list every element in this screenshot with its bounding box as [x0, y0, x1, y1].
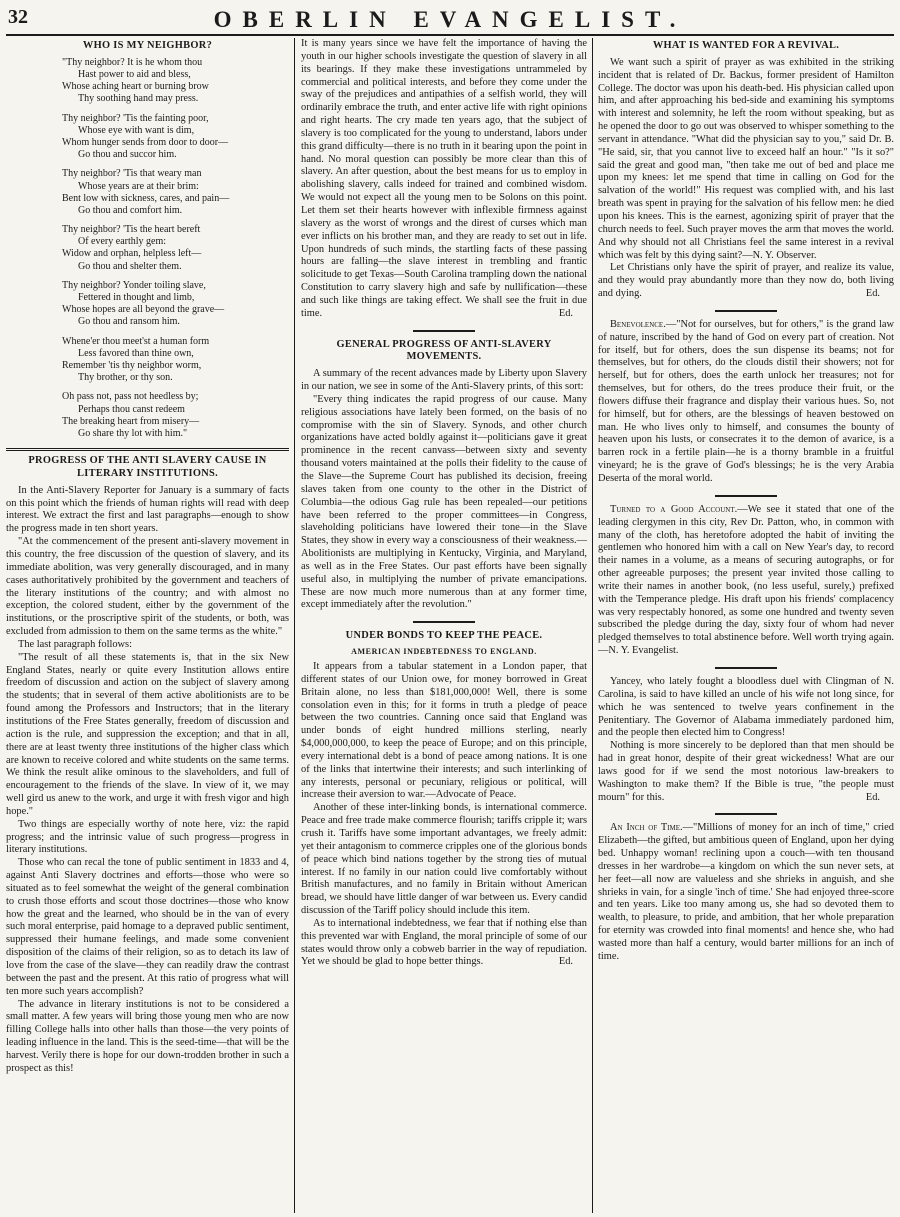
intro-text: It is many years since we have felt the importance of having the youth in our higher schools investigate the question of slavery in all its bearings. If they make these investigations untrammeled by commercial and political interests, and before they come under the sway of the prejudices and antipathies of a selfish world, they will ordinarily embrace the truth, and enter active life with right opinions and right hearts. The cry made ten years ago, that the subject of slavery is too complicated for the young to understand, labors under this grand difficulty—there is no truth in it bearing upon the point in hand. No moral question can possibly be more clear than this of slavery. An after question, about the best means for us to employ in abolishing slavery, calls indeed for trained and combined wisdom. We would not expect all the young men to be Solons on this point. Let them set their hearts however with inflexible firmness against slavery as the worst of wrongs and the direst of curses which man ever inflicts on his brother man, and they are ready to set out in life. Upon hundreds of such minds, the startling facts of these passing hours are falling—the slave interest in trembling and frantic solicitude to get Texas—South Carolina trampling down the national Constitution to carry slavery high and safe by nullification—these and such like things are taking effect. We shall see the fruit in due time. [301, 38, 587, 319]
poem-line: Whene'er thou meet'st a human form [62, 335, 210, 347]
article-paragraph [598, 262, 894, 301]
article-subtitle: AMERICAN INDEBTEDNESS TO ENGLAND. [351, 647, 537, 657]
separator-ornament [715, 495, 777, 497]
poem-line: Thy neighbor? 'Tis that weary man [62, 168, 202, 180]
poem-stanza [62, 336, 289, 385]
article-paragraph: "At the commencement of the present anti-slavery movement in this country, the free discussion of the question of slavery, and its immediate abolition, was very generally discouraged, and in many cases authoritatively prohibited by the government and teachers of the literary institutions of the country; and with almost no exception, the colored student, either by the government of the institutions, or the proscriptive spirit of the students, or both, was excluded from admission to them on the same terms as the white." [6, 536, 289, 638]
column-divider [592, 38, 593, 1213]
article-paragraph: We want such a spirit of prayer as was exhibited in the striking incident that is related of Dr. Backus, former president of Hamilton College. The doctor was upon his death-bed. His physician called upon him, and after approaching his bed-side and examining his symptoms with interest and solemnity, he left the room without speaking, but as he opened the door to go out was observed to whisper something to the servant in attendance. "What did the physician say to you," said Dr. B. "He said, sir, that you cannot live to exceed half an hour." "Is it so?" said the great and good man, "then take me out of bed and place me upon my knees: let me spend that time in calling on God for the salvation of the world!" His request was complied with, and his last breath was spent in praying for the salvation of his fellow men: he died upon his knees. This is the earnest, agonizing spirit of prayer that the church needs to feel. Such prayer moves the arm that moves the world. And why should not all Christians feel the same interest in a revival which was felt by this dying saint?—N. Y. Observer. [598, 56, 894, 261]
poem-title: WHO IS MY NEIGHBOR? [82, 40, 213, 51]
paragraph-text: Let Christians only have the spirit of prayer, and realize its value, and they would pray abundantly more than they now do, both living and dying. [598, 262, 894, 300]
separator-ornament [715, 813, 777, 815]
article-paragraph [598, 740, 894, 804]
poem-line: Remember 'tis thy neighbor worm, [62, 359, 202, 371]
poem-line: Go share thy lot with him." [78, 427, 188, 439]
signature: Ed. [558, 307, 573, 319]
article-paragraph: It appears from a tabular statement in a London paper, that different states of our Union owe, for money borrowed in Great Britain alone, no less than $181,000,000! Well, there is some consolation even in this; for it forms in truth a pledge of peace between the two countries. Canning once said that England was under bonds of eight hundred millions sterling, nearly $4,000,000,000, to keep the peace of Europe; and on this principle, every international debt is a bond of peace among nations. It is one of the links that intertwine their interests; and such interlinking of any interests, personal or pecuniary, religious or political, will increase their aversion to war.—Advocate of Peace. [301, 661, 587, 801]
paragraph-text: Nothing is more sincerely to be deplored than that men should be had in great honor, despite of their great wickedness! What are our laws good for if we send the most notorious law-breakers to Washington to make them? If the Bible is true, "the people must mourn" for this. [598, 740, 894, 803]
paragraph-lead: Benevolence. [610, 318, 666, 330]
poem-stanza [62, 391, 289, 440]
poem-stanza [62, 113, 289, 162]
poem-line: Go thou and shelter them. [78, 260, 182, 272]
separator-ornament [413, 330, 475, 332]
poem-line: Go thou and comfort him. [78, 204, 183, 216]
poem-stanza [62, 168, 289, 217]
article-title: UNDER BONDS TO KEEP THE PEACE. [345, 630, 543, 642]
article-paragraph: "The result of all these statements is, that in the six New England States, nearly or quite every Institution allows entire freedom of discussion and action on the subject of slavery among the students; that in several of them active abolitionists are to be found among the Professors and Instructors; that in the literary institutions of the Free States generally, freedom of discussion and action is the rule, and suppression the exception; and that in all, there are at least twenty three institutions of the higher class which are known to receive colored and white students on the same terms. We think the result alike ominous to the slaveholders, and full of encouragement to the friends of the slave. In view of it, we may well gird us anew to the work, and urge it with fresh vigor and high hope." [6, 651, 289, 817]
poem-stanza [62, 57, 289, 106]
article-paragraph [598, 319, 894, 486]
column-divider [294, 38, 295, 1213]
paragraph-lead: Turned to a Good Account. [610, 503, 738, 515]
article-paragraph [301, 38, 587, 321]
poem-line: Hast power to aid and bless, [78, 69, 191, 81]
poem-line: The breaking heart from misery— [62, 415, 200, 427]
poem-line: Oh pass not, pass not heedless by; [62, 391, 199, 403]
poem-line: Of every earthly gem: [78, 236, 167, 248]
poem-line: Bent low with sickness, cares, and pain— [62, 192, 230, 204]
separator-ornament [715, 667, 777, 669]
poem-line: Whose years are at their brim: [78, 180, 199, 192]
poem-line: Perhaps thou canst redeem [78, 403, 185, 415]
newspaper-title: OBERLIN EVANGELIST. [213, 7, 687, 32]
poem-line: Whose eye with want is dim, [78, 124, 195, 136]
poem-line: Whose hopes are all beyond the grave— [62, 304, 225, 316]
poem-stanza [62, 280, 289, 329]
poem-line: Thy neighbor? Yonder toiling slave, [62, 279, 206, 291]
article-paragraph: "Every thing indicates the rapid progress of our cause. Many religious associations have lately been formed, on the basis of no compromise with the sin of Slavery. Synods, and other church organizations have acted boldly against it—politicians gave it great prominence in the recent canvass—between sixty and seventy thousand voters maintained at the polls their fidelity to the cause of the Slave—the Supreme Court has published its decision, freeing slaves taken from one county to the other in the District of Columbia—the odious Gag rule has been repealed—our petitions have been referred to the proper committees—in Congress, slaveholding politicians have lowered their tone—in the Slave States, they show in every way a consciousness of their weakness.—Abolitionists are multiplying in Kentucky, Virginia, and Maryland, as well as in the Free States. Our past efforts have been signally useful also, in multiplying the number of private emancipations. These are now much more numerous than at any former time, except immediately after the revolution." [301, 393, 587, 611]
paragraph-text: —"Millions of money for an inch of time," cried Elizabeth—the gifted, but ambitious queen of England, upon her dying bed. Unhappy woman! reclining upon a couch—with ten thousand dresses in her wardrobe—a kingdom on which the sun never sets, at her feet—all now are valueless and she shrieks in anguish, and she shrieks in vain, for a single 'inch of time.' She had enjoyed three-score and ten years. Like too many among us, she had so devoted them to wealth, to pleasure, to pride, and ambition, that her whole preparation for eternity was crowded into final moments! and hence she, who had wasted more than half a century, would barter millions for an inch of time. [598, 822, 894, 962]
poem-line: "Thy neighbor? It is he whom thou [62, 56, 203, 68]
paragraph-text: As to international indebtedness, we fear that if nothing else than this prevented war with England, the moral principle of some of our states would throw only a cobweb barrier in the way of repudiation. Yet we should be glad to hope better things. [301, 917, 587, 968]
separator-ornament [715, 310, 777, 312]
article-paragraph [301, 918, 587, 969]
poem-line: Go thou and ransom him. [78, 316, 180, 328]
article-title: PROGRESS OF THE ANTI SLAVERY CAUSE IN LITERARY INSTITUTIONS. [28, 455, 267, 479]
article-paragraph: Those who can recal the tone of public sentiment in 1833 and 4, against Anti Slavery doctrines and efforts—those who were so situated as to feel somewhat the weight of the general combination to crush those efforts and scout those doctrines—those who know how the great and the learned, who should be in the van of every such moral enterprise, paid homage to a depraved public sentiment, suppressed their humane feelings, and made some convenient disposition of the claims of their religion, so as to detach its law of love from the case of the slave—they can readily draw the contrast between the past and the present. At this ratio of progress what will ten more such years accomplish? [6, 857, 289, 997]
article-paragraph: Two things are especially worthy of note here, viz: the rapid progress; and the intrinsic value of such progress—progress in literary institutions. [6, 818, 289, 856]
poem-stanza [62, 224, 289, 273]
separator-ornament [413, 621, 475, 623]
article-paragraph: Another of these inter-linking bonds, is international commerce. Peace and free trade make commerce flourish; tariffs cripple it; wars crush it. Tariffs have some important advantages, we freely admit: yet their antagonism to commerce cripples one of the glorious bonds of peace which bind nations together by the strong ties of mutual interest. If no family in our nation could live comfortably without British manufactures, and no family in Britain without American bread, we should have little danger of war between us. Every candid discussion of the Tariff policy should include this item. [301, 802, 587, 917]
paragraph-text: —We see it stated that one of the leading clergymen in this city, Rev Dr. Patton, who, in common with many of the cloth, has heretofore adopted the habit of inviting the gentlemen who honored him with a call on New Year's day, to record their names in a volume, as a means of securing autographs, or for other agreeable purposes; the present year invited those calling to write their names in another book, (no less useful, surely,) prefixed with the Temperance pledge. His draft upon his friends' complacency was very respectably honored, as some one hundred and twenty seven subscribed the pledge during the day, sixty four of whom had never pledged themselves to total abstinence before. Well worth trying again.—N. Y. Evangelist. [598, 503, 894, 657]
poem-line: Whom hunger sends from door to door— [62, 136, 229, 148]
article-paragraph: The last paragraph follows: [18, 638, 132, 650]
poem-line: Thy neighbor? 'Tis the fainting poor, [62, 112, 209, 124]
article-paragraph: In the Anti-Slavery Reporter for January is a summary of facts on this point which the friends of human rights will read with deep interest. We extract the first and last paragraphs—enough to show the progress made in ten short years. [6, 484, 289, 535]
paragraph-text: —"Not for ourselves, but for others," is the grand law of nature, inscribed by the hand of God on every part of creation. Not for itself, but for others, does the sun dispense its beams; not for themselves, but for others, do the clouds distil their showers; not for herself, but for others, does the earth unlock her treasures; not for themselves, but for others, do the trees produce their fruit, or the flowers diffuse their fragrance and display their various hues. So, not for himself, but for others, are the blessings of heaven bestowed on man. He who lives only to himself, and consumes the bounty of heaven upon his lusts, or consecrates it to the demon of avarice, is a barren rock in a fertile plain—he is a thorny bramble in a fruitful vineyard; he is the grave of God's blessings; he is the very Arabia Deserta of the moral world. [598, 318, 894, 484]
poem-line: Fettered in thought and limb, [78, 292, 195, 304]
poem-line: Thy soothing hand may press. [78, 93, 199, 105]
signature: Ed. [865, 791, 880, 803]
poem [62, 57, 289, 440]
paragraph-lead: An Inch of Time. [610, 822, 683, 834]
poem-line: Widow and orphan, helpless left— [62, 248, 202, 260]
section-rule [6, 448, 289, 451]
column-1 [6, 38, 289, 1213]
article-paragraph [598, 504, 894, 658]
poem-line: Whose aching heart or burning brow [62, 81, 209, 93]
poem-line: Thy neighbor? 'Tis the heart bereft [62, 224, 201, 236]
poem-line: Go thou and succor him. [78, 149, 177, 161]
article-paragraph: The advance in literary institutions is not to be considered a small matter. A few years will bring those young men who are now filling College halls into other halls than those—the very points of leading influence in the land. This is the seed-time—that will be the harvest. Verily there is hope for our down-trodden brother in such a prospect as this! [6, 998, 289, 1074]
poem-line: Less favored than thine own, [78, 347, 194, 359]
article-paragraph [598, 822, 894, 963]
masthead [6, 4, 894, 36]
column-2 [301, 38, 587, 1213]
article-paragraph: Yancey, who lately fought a bloodless duel with Clingman of N. Carolina, is said to have killed an uncle of his wife not long since, for which he was sentenced to twelve years confinement in the Penitentiary. The Governor of Alabama immediately pardoned him, and the people then elected him to Congress! [598, 675, 894, 739]
article-paragraph: A summary of the recent advances made by Liberty upon Slavery in our nation, we see in some of the Anti-Slavery prints, of this sort: [301, 368, 587, 393]
column-3 [598, 38, 894, 1213]
signature: Ed. [558, 956, 573, 968]
article-title: WHAT IS WANTED FOR A REVIVAL. [652, 40, 840, 51]
poem-line: Thy brother, or thy son. [78, 372, 173, 384]
article-title: GENERAL PROGRESS OF ANTI-SLAVERY MOVEMENTS. [336, 338, 552, 363]
signature: Ed. [865, 288, 880, 300]
page-number: 32 [8, 6, 28, 28]
